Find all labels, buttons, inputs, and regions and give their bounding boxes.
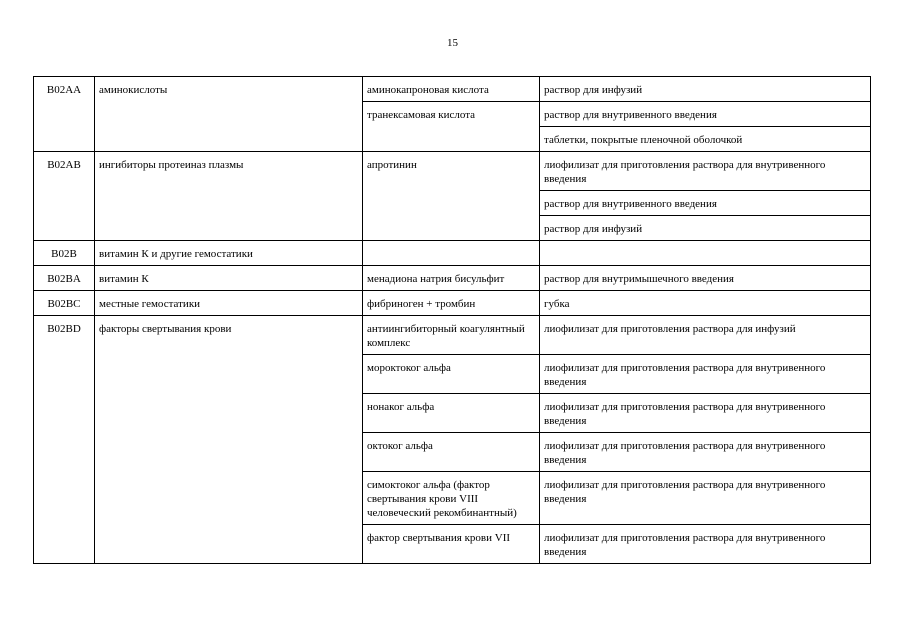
page-number: 15 [447,37,458,49]
dosage-form-cell: лиофилизат для приготовления раствора для внутривенного введения [540,433,871,472]
table-row [34,152,871,191]
group-name-cell: ингибиторы протеиназ плазмы [95,152,363,241]
dosage-form-cell: раствор для инфузий [540,77,871,102]
dosage-form-cell: таблетки, покрытые пленочной оболочкой [540,127,871,152]
drug-name-cell: симоктоког альфа (фактор свертывания крови VIII человеческий рекомбинантный) [363,472,540,525]
dosage-form-cell: раствор для внутривенного введения [540,191,871,216]
dosage-form-cell: лиофилизат для приготовления раствора для внутривенного введения [540,152,871,191]
table-row [34,266,871,291]
drug-name-cell [363,241,540,266]
group-name-cell: витамин К [95,266,363,291]
table-row [34,77,871,102]
dosage-form-cell: лиофилизат для приготовления раствора для внутривенного введения [540,472,871,525]
dosage-form-cell: губка [540,291,871,316]
dosage-form-cell: раствор для внутривенного введения [540,102,871,127]
atc-code-cell: B02BC [34,291,95,316]
medication-table [33,76,871,564]
drug-name-cell: фибриноген + тромбин [363,291,540,316]
atc-code-cell: B02AB [34,152,95,241]
dosage-form-cell: раствор для внутримышечного введения [540,266,871,291]
group-name-cell: аминокислоты [95,77,363,152]
atc-code-cell: B02B [34,241,95,266]
drug-name-cell: антиингибиторный коагулянтный комплекс [363,316,540,355]
atc-code-cell: B02BA [34,266,95,291]
group-name-cell: местные гемостатики [95,291,363,316]
dosage-form-cell: лиофилизат для приготовления раствора для внутривенного введения [540,394,871,433]
drug-name-cell: нонаког альфа [363,394,540,433]
drug-name-cell: менадиона натрия бисульфит [363,266,540,291]
dosage-form-cell: лиофилизат для приготовления раствора для внутривенного введения [540,355,871,394]
drug-name-cell: мороктоког альфа [363,355,540,394]
drug-name-cell: аминокапроновая кислота [363,77,540,102]
drug-name-cell: апротинин [363,152,540,241]
atc-code-cell: B02BD [34,316,95,564]
group-name-cell: витамин К и другие гемостатики [95,241,363,266]
table-row [34,241,871,266]
dosage-form-cell: лиофилизат для приготовления раствора для внутривенного введения [540,525,871,564]
dosage-form-cell: раствор для инфузий [540,216,871,241]
table-body [34,77,871,564]
drug-name-cell: октоког альфа [363,433,540,472]
drug-name-cell: транексамовая кислота [363,102,540,152]
dosage-form-cell: лиофилизат для приготовления раствора для инфузий [540,316,871,355]
drug-name-cell: фактор свертывания крови VII [363,525,540,564]
table-row [34,291,871,316]
dosage-form-cell [540,241,871,266]
atc-code-cell: B02AA [34,77,95,152]
table-row [34,316,871,355]
group-name-cell: факторы свертывания крови [95,316,363,564]
